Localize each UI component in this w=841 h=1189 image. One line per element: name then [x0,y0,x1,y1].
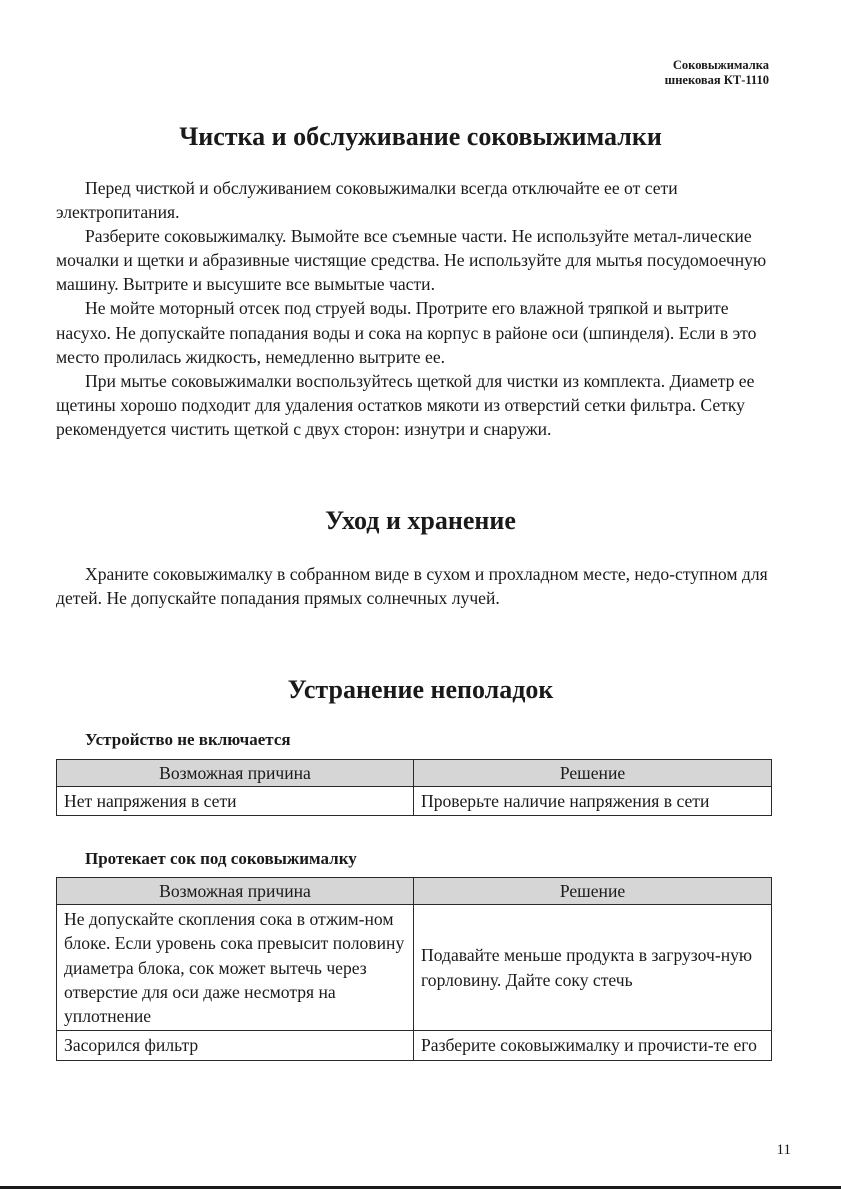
product-name: Соковыжималка [672,58,769,72]
paragraph: Не мойте моторный отсек под струей воды. Протрите его влажной тряпкой и вытрите насухо. Не допускайте попадания воды и сока на корпус в районе оси (шпинделя). Если в это место пролилась жидкость, немедленно вытрите ее. [56,298,757,367]
troubleshooting-section-title: Устранение неполадок [287,675,554,704]
paragraph: При мытье соковыжималки воспользуйтесь щеткой для чистки из комплекта. Диаметр ее щетины хорошо подходит для удаления остатков мякоти из отверстий сетки фильтра. Сетку рекомендуется чистить щеткой с двух сторон: изнутри и снаружи. [56,370,755,439]
column-header-solution: Решение [414,760,772,787]
cleaning-section-body [56,176,772,441]
cause-cell: Нет напряжения в сети [57,787,414,816]
paragraph: Храните соковыжималку в собранном виде в сухом и прохладном месте, недо-ступном для детей. Не допускайте попадания прямых солнечных лучей. [56,564,768,609]
table-row [57,787,772,816]
table-row [57,905,772,1031]
fault-2-title: Протекает сок под соковыжималку [85,849,357,868]
table-header-row [57,878,772,905]
column-header-cause: Возможная причина [57,760,414,787]
cleaning-section-title: Чистка и обслуживание соковыжималки [179,122,662,151]
fault-2-table [56,877,772,1061]
storage-section-body [56,562,772,610]
fault-1-title: Устройство не включается [85,730,291,749]
paragraph: Разберите соковыжималку. Вымойте все съемные части. Не используйте метал-лические мочалки и щетки и абразивные чистящие средства. Не используйте для мытья посудомоечную машину. Вытрите и высушите все вымытые части. [56,226,767,295]
solution-cell: Проверьте наличие напряжения в сети [414,787,772,816]
column-header-solution: Решение [414,878,772,905]
fault-1-table [56,759,772,816]
solution-cell: Подавайте меньше продукта в загрузоч-ную горловину. Дайте соку стечь [414,905,772,1031]
column-header-cause: Возможная причина [57,878,414,905]
solution-cell: Разберите соковыжималку и прочисти-те его [414,1031,772,1060]
paragraph: Перед чисткой и обслуживанием соковыжималки всегда отключайте ее от сети электропитания. [56,178,678,223]
product-model: шнековая КТ-1110 [664,73,769,87]
page-number: 11 [776,1142,791,1158]
cause-cell: Не допускайте скопления сока в отжим-ном блоке. Если уровень сока превысит половину диаметра блока, сок может вытечь через отверстие для оси даже несмотря на уплотнение [57,905,414,1031]
table-row [57,1031,772,1060]
page-header [665,58,769,88]
table-header-row [57,760,772,787]
cause-cell: Засорился фильтр [57,1031,414,1060]
storage-section-title: Уход и хранение [325,506,516,535]
